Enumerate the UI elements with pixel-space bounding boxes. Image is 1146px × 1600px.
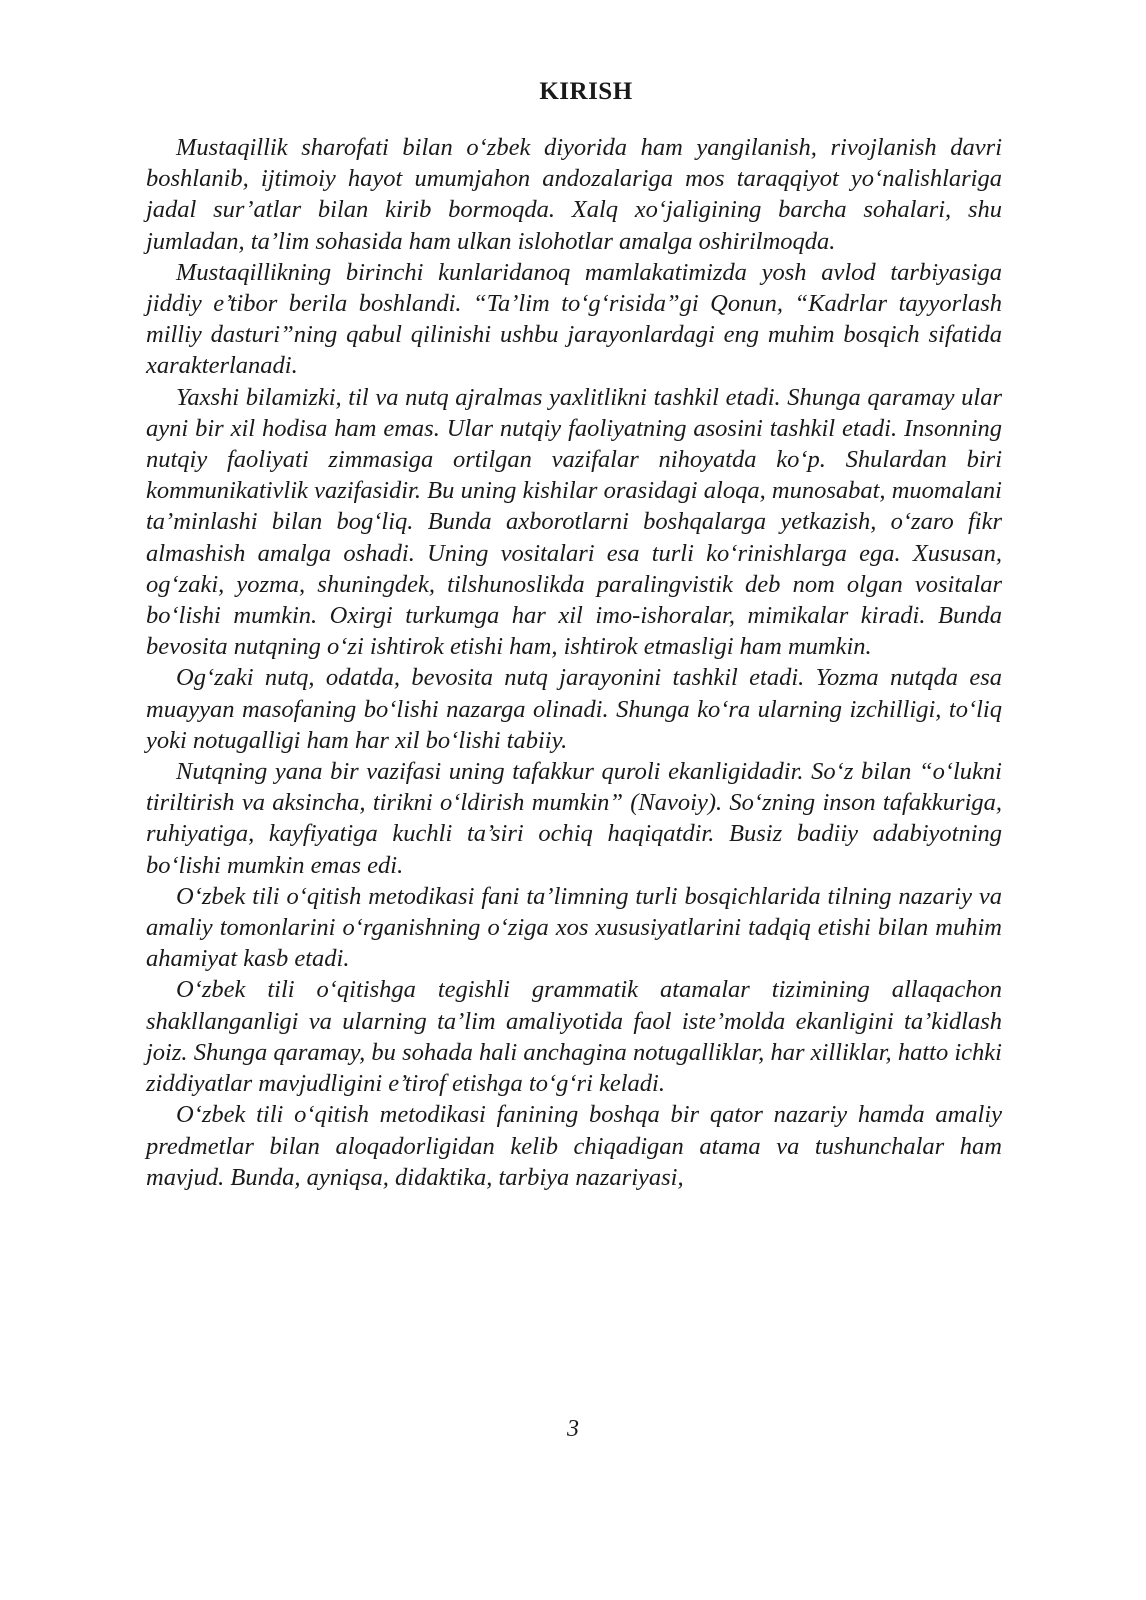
paragraph: Mustaqillik sharofati bilan o‘zbek diyorida ham yangilanish, rivojlanish davri boshlanib, ijtimoiy hayot umumjahon andozalariga mos taraqqiyot yo‘nalishlariga jadal sur’atlar bilan kirib bormoqda. Xalq xo‘jaligining barcha sohalari, shu jumladan, ta’lim sohasida ham ulkan islohotlar amalga oshirilmoqda. — [146, 134, 1002, 255]
paragraph: O‘zbek tili o‘qitish metodikasi fanining boshqa bir qator nazariy hamda amaliy predmetlar bilan aloqadorligidan kelib chiqadigan atama va tushunchalar ham mavjud. Bunda, ayniqsa, didaktika, tarbiya nazariyasi, — [146, 1101, 1002, 1191]
paragraph: O‘zbek tili o‘qitish metodikasi fani ta’limning turli bosqichlarida tilning nazariy va amaliy tomonlarini o‘rganishning o‘ziga xos xususiyatlarini tadqiq etishi bilan muhim ahamiyat kasb etadi. — [146, 882, 1002, 973]
paragraph: Yaxshi bilamizki, til va nutq ajralmas yaxlitlikni tashkil etadi. Shunga qaramay ular ayni bir xil hodisa ham emas. Ular nutqiy faoliyatning asosini tashkil etadi. Insonning nutqiy faoliyati zimmasiga ortilgan vazifalar nihoyatda ko‘p. Shulardan biri kommunikativlik vazifasidir. Bu uning kishilar orasidagi aloqa, munosabat, muomalani ta’minlashi bilan bog‘liq. Bunda axborotlarni boshqalarga yetkazish, o‘zaro fikr almashish amalga oshadi. Uning vositalari esa turli ko‘rinishlarga ega. Xususan, og‘zaki, yozma, shuningdek, tilshunoslikda paralingvistik deb nom olgan vositalar bo‘lishi mumkin. Oxirgi turkumga har xil imo-ishoralar, mimikalar kiradi. Bunda bevosita nutqning o‘zi ishtirok etishi ham, ishtirok etmasligi ham mumkin. — [146, 383, 1002, 661]
paragraph: Og‘zaki nutq, odatda, bevosita nutq jarayonini tashkil etadi. Yozma nutqda esa muayyan masofaning bo‘lishi nazarga olinadi. Shunga ko‘ra ularning izchilligi, to‘liq yoki notugalligi ham har xil bo‘lishi tabiiy. — [146, 664, 1002, 754]
paragraph: O‘zbek tili o‘qitishga tegishli grammatik atamalar tizimining allaqachon shakllanganligi va ularning ta’lim amaliyotida faol iste’molda ekanligini ta’kidlash joiz. Shunga qaramay, bu sohada hali anchagina notugalliklar, har xilliklar, hatto ichki ziddiyatlar mavjudligini e’tirof etishga to‘g‘ri keladi. — [146, 976, 1002, 1098]
chapter-heading: KIRISH — [539, 78, 633, 105]
page-body — [146, 78, 1002, 1193]
paragraph: Nutqning yana bir vazifasi uning tafakkur quroli ekanligidadir. So‘z bilan “o‘lukni tiriltirish va aksincha, tirikni o‘ldirish mumkin” (Navoiy). So‘zning inson tafakkuriga, ruhiyatiga, kayfiyatiga kuchli ta’siri ochiq haqiqatdir. Busiz badiiy adabiyotning bo‘lishi mumkin emas edi. — [146, 758, 1002, 879]
page-number: 3 — [567, 1416, 579, 1442]
paragraph: Mustaqillikning birinchi kunlaridanoq mamlakatimizda yosh avlod tarbiyasiga jiddiy e’tibor berila boshlandi. “Ta’lim to‘g‘risida”gi Qonun, “Kadrlar tayyorlash milliy dasturi”ning qabul qilinishi ushbu jarayonlardagi eng muhim bosqich sifatida xarakterlanadi. — [146, 258, 1002, 380]
